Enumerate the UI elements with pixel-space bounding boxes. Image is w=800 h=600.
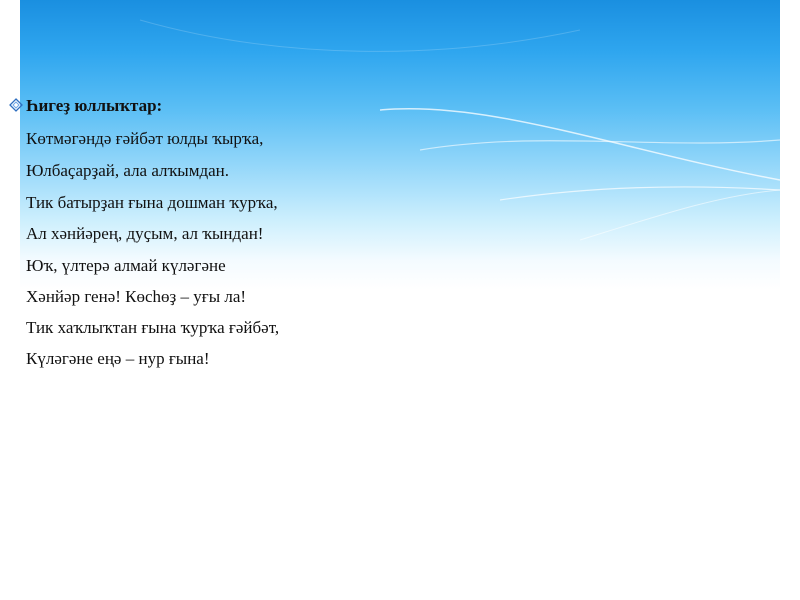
- poem-line: Хәнйәр генә! Көсһөҙ – уғы ла!: [26, 287, 247, 306]
- poem-line: Юлбаҫарҙай, ала алҡымдан.: [26, 161, 229, 180]
- poem-line: Тик хаҡлыҡтан ғына ҡурҡа ғәйбәт,: [26, 318, 280, 337]
- poem-line: Ал хәнйәрең, дуҫым, ал ҡындан!: [26, 224, 264, 243]
- poem-line: Тик батырҙан ғына дошман ҡурҡа,: [26, 193, 278, 212]
- poem-line: Көтмәгәндә ғәйбәт юлды ҡырҡа,: [26, 129, 264, 148]
- diamond-bullet-icon: [9, 98, 23, 112]
- poem-line: Юҡ, үлтерә алмай күләгәне: [26, 256, 226, 275]
- poem-line: Күләгәне еңә – нур ғына!: [26, 349, 210, 368]
- poem-heading: Һигеҙ юллыҡтар:: [26, 96, 163, 115]
